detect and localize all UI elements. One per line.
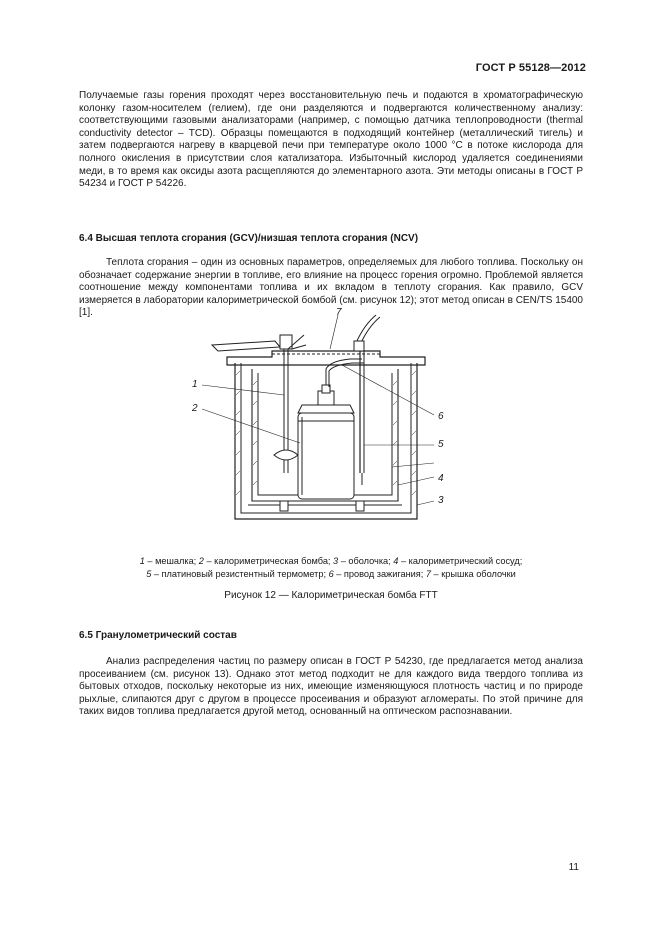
callout-4: 4 [438, 473, 444, 484]
legend-text: – мешалка; [144, 556, 199, 566]
page-number: 11 [568, 862, 579, 873]
legend-num: 2 [198, 556, 204, 566]
legend-num: 4 [393, 556, 399, 566]
figure-caption: Рисунок 12 — Калориметрическая бомба FTT [224, 590, 438, 601]
legend-num: 3 [333, 556, 339, 566]
legend-text: – калориметрическая бомба; [203, 556, 334, 566]
lid [227, 351, 425, 365]
legend-num: 7 [425, 568, 431, 579]
legend-num: 6 [328, 568, 334, 579]
intro-paragraph: Получаемые газы горения проходят через восстановительную печь и подаются в хроматографическую колонку газом-носителем (гелием), где они разделяются и подвергаются количественному анализу: соответствующими газовыми анализаторами (например, с помощью датчика теплопроводности (thermal conductivity detector – TCD). Образцы помещаются в подходящий контейнер (металлический тигель) и затем подвергаются нагреву в кварцевой печи при температуре около 1000 °С в потоке кислорода для полного окисления в присутствии слоя катализатора. Избыточный кислород удаляется соединениями меди, в то время как оксиды азота расщепляются до элементарного азота. Эти методы описаны в ГОСТ Р 54234 и ГОСТ Р 54226. [79, 90, 583, 190]
calorimeter-drawing [180, 305, 480, 540]
legend-text: – крышка оболочки [431, 568, 516, 579]
legend-num: 5 [146, 568, 152, 579]
callout-5: 5 [438, 439, 444, 450]
figure-legend [79, 555, 583, 580]
section-6-5-text: Анализ распределения частиц по размеру описан в ГОСТ Р 54230, где предлагается метод анализа просеиванием (см. рисунок 13). Однако этот метод подходит не для каждого вида твердого топлива из бытовых отходов, поскольку некоторые из них, имеющие изменяющуюся плотность частиц и по природе рыхлые, слипаются друг с другом в процессе просеивания и образуют агломераты. По этой причине для таких видов топлива предлагается другой метод, основанный на оптическом распознавании. [79, 656, 583, 718]
calorimeter-figure [180, 305, 480, 540]
legend-text: – калориметрический сосуд; [398, 556, 523, 566]
callout-2: 2 [192, 403, 198, 414]
bomb-body [298, 413, 354, 499]
stirrer-paddle [212, 341, 280, 351]
legend-text: – провод зажигания; [333, 568, 426, 579]
legend-num: 1 [139, 556, 145, 566]
legend-line-2 [79, 568, 583, 581]
section-6-4-text: Теплота сгорания – один из основных параметров, определяемых для любого топлива. Поскольку он обозначает содержание энергии в топливе, его влияние на процесс горения огромно. Проблемой является соотношение между компонентами топлива и их вкладом в теплоту сгорания. Как правило, GCV измеряется в лаборатории калориметрической бомбой (см. рисунок 12); этот метод описан в CEN/TS 15400 [1]. [79, 257, 583, 319]
legend-text: – оболочка; [338, 556, 394, 566]
legend-text: – платиновый резистентный термометр; [151, 568, 329, 579]
section-6-5-heading: 6.5 Гранулометрический состав [79, 630, 237, 641]
callout-1: 1 [192, 379, 198, 390]
section-6-4-heading: 6.4 Высшая теплота сгорания (GCV)/низшая теплота сгорания (NCV) [79, 233, 419, 244]
callout-6: 6 [438, 411, 444, 422]
callout-7: 7 [336, 307, 342, 318]
callout-3: 3 [438, 495, 444, 506]
document-header: ГОСТ Р 55128—2012 [475, 62, 586, 74]
legend-line-1 [79, 555, 583, 568]
